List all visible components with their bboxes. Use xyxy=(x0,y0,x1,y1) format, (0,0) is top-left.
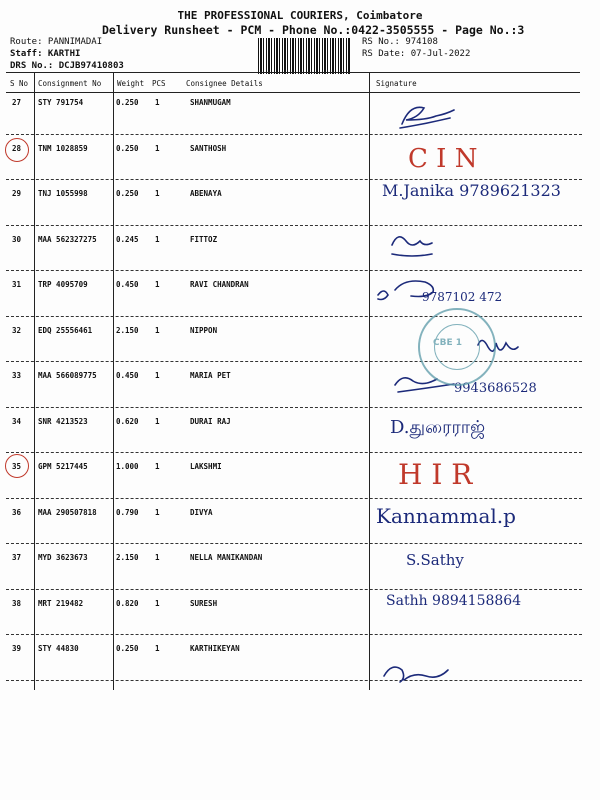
row-weight: 0.250 xyxy=(116,98,139,107)
row-consignment-no: TRP 4095709 xyxy=(38,280,88,289)
signature-cell xyxy=(370,138,580,180)
rs-date: RS Date: 07-Jul-2022 xyxy=(362,49,471,59)
row-weight: 0.820 xyxy=(116,598,139,608)
stamp-text: CBE 1 xyxy=(433,338,463,348)
row-pcs: 1 xyxy=(155,234,160,244)
signature-cell xyxy=(370,547,580,589)
row-weight: 1.000 xyxy=(116,462,139,471)
signature-cell xyxy=(370,411,580,453)
company-title: THE PROFESSIONAL COURIERS, Coimbatore xyxy=(177,9,423,22)
row-consignee: SANTHOSH xyxy=(190,143,227,153)
row-sno: 34 xyxy=(12,416,22,426)
signature-cell xyxy=(370,456,580,498)
red-circle-mark xyxy=(5,138,29,162)
row-consignee: ABENAYA xyxy=(190,189,222,198)
table-top-border xyxy=(6,72,580,73)
row-pcs: 1 xyxy=(155,416,160,426)
row-sno: 35 xyxy=(12,462,22,471)
row-weight: 2.150 xyxy=(116,325,139,335)
handwritten-signature: H I R xyxy=(398,458,473,491)
handwritten-signature: Sathh 9894158864 xyxy=(386,592,522,609)
handwritten-signature: 9943686528 xyxy=(454,381,537,396)
handwritten-signature: S.Sathy xyxy=(406,551,464,569)
row-sno: 38 xyxy=(12,598,22,608)
row-sno: 30 xyxy=(12,234,22,244)
row-sno: 29 xyxy=(12,189,22,198)
barcode xyxy=(258,38,350,74)
row-separator xyxy=(6,543,582,544)
column-divider xyxy=(34,72,35,690)
row-weight: 0.245 xyxy=(116,234,139,244)
row-consignment-no: EDQ 25556461 xyxy=(38,325,93,335)
column-divider xyxy=(113,72,114,690)
row-sno: 33 xyxy=(12,371,22,380)
row-weight: 0.790 xyxy=(116,507,139,517)
row-weight: 2.150 xyxy=(116,553,139,562)
row-separator xyxy=(6,589,582,590)
row-consignment-no: STY 791754 xyxy=(38,98,84,107)
row-consignment-no: MYD 3623673 xyxy=(38,553,88,562)
row-pcs: 1 xyxy=(155,644,160,653)
row-weight: 0.250 xyxy=(116,644,139,653)
row-sno: 28 xyxy=(12,143,22,153)
handwritten-signature: Kannammal.p xyxy=(376,503,516,528)
row-separator xyxy=(6,452,582,453)
handwritten-signature: D.துரைராஜ் xyxy=(390,416,486,438)
row-consignment-no: TNM 1028859 xyxy=(38,143,88,153)
row-consignment-no: SNR 4213523 xyxy=(38,416,88,426)
company-stamp xyxy=(418,308,496,386)
row-sno: 27 xyxy=(12,98,22,107)
signature-cell xyxy=(370,593,580,635)
row-consignee: KARTHIKEYAN xyxy=(190,644,240,653)
row-sno: 36 xyxy=(12,507,22,517)
handwritten-signature: 9787102 472 xyxy=(422,290,503,304)
row-consignee: LAKSHMI xyxy=(190,462,222,471)
row-separator xyxy=(6,270,582,271)
signature-cell xyxy=(370,183,580,225)
row-consignee: NELLA MANIKANDAN xyxy=(190,553,263,562)
row-separator xyxy=(6,680,582,681)
runsheet-title: Delivery Runsheet - PCM - Phone No.:0422-3505555 - Page No.:3 xyxy=(102,23,525,37)
row-weight: 0.450 xyxy=(116,280,139,289)
row-consignee: MARIA PET xyxy=(190,371,231,380)
row-consignee: FITTOZ xyxy=(190,234,218,244)
row-consignment-no: MAA 290507818 xyxy=(38,507,97,517)
row-sno: 31 xyxy=(12,280,22,289)
row-pcs: 1 xyxy=(155,325,160,335)
row-separator xyxy=(6,225,582,226)
row-consignee: NIPPON xyxy=(190,325,218,335)
rs-number: RS No.: 974108 xyxy=(362,37,438,47)
row-consignee: DURAI RAJ xyxy=(190,416,231,426)
row-consignment-no: MAA 562327275 xyxy=(38,234,97,244)
row-pcs: 1 xyxy=(155,462,160,471)
signature-cell xyxy=(370,92,580,134)
row-sno: 32 xyxy=(12,325,22,335)
row-weight: 0.250 xyxy=(116,143,139,153)
row-separator xyxy=(6,316,582,317)
row-pcs: 1 xyxy=(155,371,160,380)
row-pcs: 1 xyxy=(155,280,160,289)
col-header-sno: S No xyxy=(10,79,29,88)
red-circle-mark xyxy=(5,454,29,478)
signature-cell xyxy=(370,638,580,680)
col-header-consignment: Consignment No xyxy=(38,79,102,88)
row-pcs: 1 xyxy=(155,598,160,608)
handwritten-signature: C I N xyxy=(408,143,478,174)
row-separator xyxy=(6,179,582,180)
row-pcs: 1 xyxy=(155,143,160,153)
route-label: Route: PANNIMADAI xyxy=(10,37,103,47)
row-consignee: DIVYA xyxy=(190,507,213,517)
row-separator xyxy=(6,498,582,499)
row-weight: 0.620 xyxy=(116,416,139,426)
row-consignee: RAVI CHANDRAN xyxy=(190,280,249,289)
col-header-pcs: PCS xyxy=(152,79,166,88)
row-weight: 0.450 xyxy=(116,371,139,380)
row-pcs: 1 xyxy=(155,189,160,198)
row-weight: 0.250 xyxy=(116,189,139,198)
row-consignee: SHANMUGAM xyxy=(190,98,231,107)
handwritten-signature: M.Janika 9789621323 xyxy=(382,181,561,200)
signature-cell xyxy=(370,229,580,271)
row-pcs: 1 xyxy=(155,98,160,107)
signature-cell xyxy=(370,502,580,544)
staff-label: Staff: KARTHI xyxy=(10,49,81,59)
drs-label: DRS No.: DCJB97410803 xyxy=(10,61,124,71)
row-consignment-no: GPM 5217445 xyxy=(38,462,88,471)
row-pcs: 1 xyxy=(155,553,160,562)
row-sno: 37 xyxy=(12,553,22,562)
row-consignment-no: MAA 566089775 xyxy=(38,371,97,380)
col-header-signature: Signature xyxy=(376,79,417,88)
row-pcs: 1 xyxy=(155,507,160,517)
row-separator xyxy=(6,361,582,362)
row-consignment-no: TNJ 1055998 xyxy=(38,189,88,198)
col-header-weight: Weight xyxy=(117,79,145,88)
row-consignee: SURESH xyxy=(190,598,218,608)
row-separator xyxy=(6,134,582,135)
col-header-consignee: Consignee Details xyxy=(186,79,263,88)
row-consignment-no: MRT 219482 xyxy=(38,598,84,608)
row-separator xyxy=(6,634,582,635)
signature-cell xyxy=(370,274,580,316)
row-sno: 39 xyxy=(12,644,22,653)
row-separator xyxy=(6,407,582,408)
row-consignment-no: STY 44830 xyxy=(38,644,79,653)
